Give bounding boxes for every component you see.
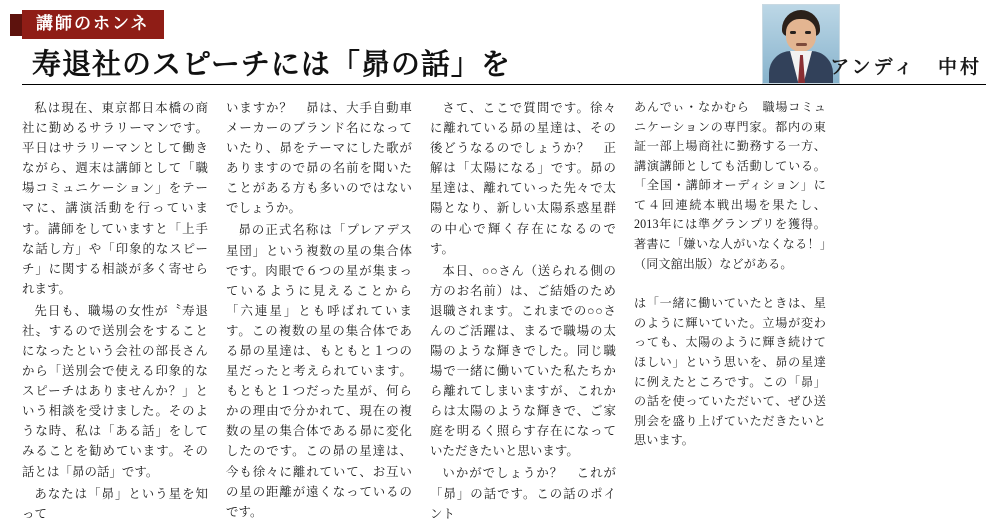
- paragraph: いかがでしょうか？ これが「昴」の話です。この話のポイント: [430, 466, 616, 521]
- article-column-4: [634, 98, 826, 472]
- header-divider: [22, 84, 986, 85]
- article-column-2: [226, 98, 412, 519]
- paragraph: は「一緒に働いていたときは、星のように輝いていた。立場が変わっても、太陽のように輝き続けてほしい」という思いを、昴の星達に例えたところです。この「昴」の話を使っていただいて、ぜひ送別会を盛り上げていただきたいと思います。: [634, 296, 826, 448]
- paragraph: 本日、○○さん（送られる側の方のお名前）は、ご結婚のため退職されます。これまでの○○さんのご活躍は、まるで職場の太陽のような輝きでした。同じ職場で一緒に働いていた私たちから離れてしまいますが、これからは太陽のような輝きで、ご家庭を明るく照らす存在になっていただきたいと思います。: [430, 263, 616, 459]
- paragraph: 先日も、職場の女性が〝寿退社〟するので送別会をすることになったという会社の部長さんから「送別会で使える印象的なスピーチはありませんか？」という相談を受けました。そのような時、私は「ある話」をしてみることを勧めています。その話とは「昴の話」です。: [22, 303, 208, 479]
- column-spacer: [634, 274, 826, 294]
- portrait-mouth: [796, 43, 807, 46]
- portrait-eye-right: [805, 31, 811, 34]
- paragraph: いますか？ 昴は、大手自動車メーカーのブランド名になっていたり、昴をテーマにした歌がありますので昴の名前を聞いたことがある方も多いのではないでしょうか。: [226, 101, 412, 216]
- page-title: 寿退社のスピーチには「昴の話」を: [32, 47, 511, 81]
- article-columns: [22, 98, 986, 521]
- portrait-photo-icon: [762, 4, 840, 84]
- author-name: アンディ 中村: [830, 56, 982, 78]
- author-block: [758, 4, 988, 88]
- portrait-face: [786, 19, 816, 52]
- paragraph: さて、ここで質問です。徐々に離れている昴の星達は、その後どうなるのでしょうか？ 正解は「太陽になる」です。昴の星達は、離れていった先々で太陽となり、新しい太陽系惑星群の中心で輝く存在になるのです。: [430, 101, 616, 256]
- paragraph: 私は現在、東京都日本橋の商社に勤めるサラリーマンです。平日はサラリーマンとして働きながら、週末は講師として「職場コミュニケーション」をテーマに、講演活動を行っています。講師をしていますと「上手な話し方」や「印象的なスピーチ」に関する相談が多く寄せられます。: [22, 101, 208, 296]
- paragraph: あなたは「昴」という星を知って: [22, 486, 208, 521]
- portrait-eye-left: [790, 31, 796, 34]
- paragraph: 昴の正式名称は「プレアデス星団」という複数の星の集合体です。肉眼で６つの星が集まっているように見えることから「六連星」とも呼ばれています。この複数の星の集合体である昴の星達は、もともと１つの星だったと考えられています。もともと１つだった星が、何らかの理由で分かれて、現在の複数の星の集合体である昴に変化したのです。この昴の星達は、今も徐々に離れていて、お互いの星の距離が遠くなっているのです。: [226, 223, 412, 519]
- article-header: [0, 0, 1000, 96]
- article-column-1: [22, 98, 208, 521]
- article-column-3: [430, 98, 616, 521]
- author-bio: あんでぃ・なかむら 職場コミュニケーションの専門家。都内の東証一部上場商社に勤務する一方、講演講師としても活動している。「全国・講師オーディション」にて４回連続本戦出場を果たし、2013年には準グランプリを獲得。著書に「嫌いな人がいなくなる！」（同文舘出版）などがある。: [634, 100, 826, 271]
- section-ribbon-label: 講師のホンネ: [22, 10, 164, 39]
